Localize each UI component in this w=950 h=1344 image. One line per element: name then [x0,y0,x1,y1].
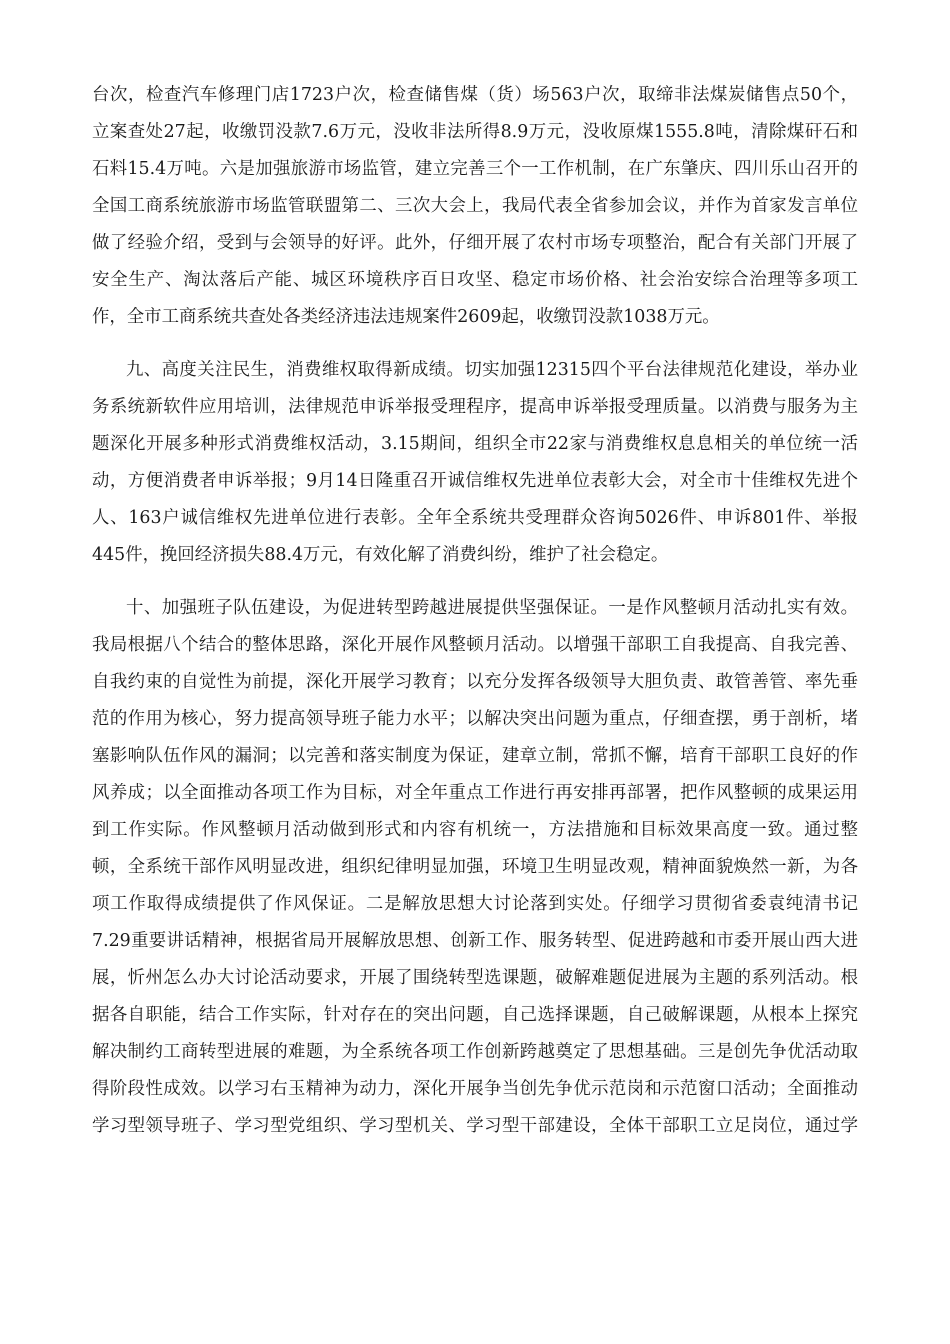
body-text-line: 445件，挽回经济损失88.4万元，有效化解了消费纠纷，维护了社会稳定。 [92,545,669,565]
body-text-line: 石料15.4万吨。六是加强旅游市场监管，建立完善三个一工作机制，在广东肇庆、四川乐山召开的 [92,159,858,179]
body-text-line: 题深化开展多种形式消费维权活动，3.15期间，组织全市22家与消费维权息息相关的单位统一活 [92,434,858,454]
body-text-line: 务系统新软件应用培训，法律规范申诉举报受理程序，提高申诉举报受理质量。以消费与服务为主 [92,397,858,417]
body-text-line: 得阶段性成效。以学习右玉精神为动力，深化开展争当创先争优示范岗和示范窗口活动；全面推动 [92,1079,858,1099]
body-text-line: 学习型领导班子、学习型党组织、学习型机关、学习型干部建设，全体干部职工立足岗位，通过学 [92,1116,858,1136]
body-text-line: 解决制约工商转型进展的难题，为全系统各项工作创新跨越奠定了思想基础。三是创先争优活动取 [92,1042,858,1062]
body-text-line: 自我约束的自觉性为前提，深化开展学习教育；以充分发挥各级领导大胆负责、敢管善管、率先垂 [92,672,858,692]
body-text-line: 据各自职能，结合工作实际，针对存在的突出问题，自己选择课题，自己破解课题，从根本上探究 [92,1005,858,1025]
body-text-line: 做了经验介绍，受到与会领导的好评。此外，仔细开展了农村市场专项整治，配合有关部门开展了 [92,233,858,253]
body-text-line: 项工作取得成绩提供了作风保证。二是解放思想大讨论落到实处。仔细学习贯彻省委袁纯清书记 [92,894,858,914]
body-text-line: 展，忻州怎么办大讨论活动要求，开展了围绕转型选课题，破解难题促进展为主题的系列活动。根 [92,968,858,988]
body-text-line: 风养成；以全面推动各项工作为目标，对全年重点工作进行再安排再部署，把作风整顿的成果运用 [92,783,858,803]
body-text-line: 塞影响队伍作风的漏洞；以完善和落实制度为保证，建章立制，常抓不懈，培育干部职工良好的作 [92,746,858,766]
body-text-line: 我局根据八个结合的整体思路，深化开展作风整顿月活动。以增强干部职工自我提高、自我完善、 [92,635,858,655]
body-text-line: 顿，全系统干部作风明显改进，组织纪律明显加强，环境卫生明显改观，精神面貌焕然一新，为各 [92,857,858,877]
body-text-line: 7.29重要讲话精神，根据省局开展解放思想、创新工作、服务转型、促进跨越和市委开展山西大进 [92,931,858,951]
body-text-line: 动，方便消费者申诉举报；9月14日隆重召开诚信维权先进单位表彰大会，对全市十佳维权先进个 [92,471,858,491]
body-text-line: 人、163户诚信维权先进单位进行表彰。全年全系统共受理群众咨询5026件、申诉801件、举报 [92,508,858,528]
body-text-line: 范的作用为核心，努力提高领导班子能力水平；以解决突出问题为重点，仔细查摆，勇于剖析，堵 [92,709,858,729]
body-text-line: 全国工商系统旅游市场监管联盟第二、三次大会上，我局代表全省参加会议，并作为首家发言单位 [92,196,858,216]
body-text-line: 台次，检查汽车修理门店1723户次，检查储售煤（货）场563户次，取缔非法煤炭储售点50个， [92,85,858,105]
body-text-line: 作，全市工商系统共查处各类经济违法违规案件2609起，收缴罚没款1038万元。 [92,307,720,327]
body-text-line: 到工作实际。作风整顿月活动做到形式和内容有机统一，方法措施和目标效果高度一致。通过整 [92,820,858,840]
paragraph-ten-first-line: 十、加强班子队伍建设，为促进转型跨越进展提供坚强保证。一是作风整顿月活动扎实有效。 [126,598,858,618]
body-text-line: 安全生产、淘汰落后产能、城区环境秩序百日攻坚、稳定市场价格、社会治安综合治理等多项工 [92,270,858,290]
body-text-line: 立案查处27起，收缴罚没款7.6万元，没收非法所得8.9万元，没收原煤1555.8吨，清除煤矸石和 [92,122,858,142]
paragraph-nine-first-line: 九、高度关注民生，消费维权取得新成绩。切实加强12315四个平台法律规范化建设，举办业 [126,360,858,380]
